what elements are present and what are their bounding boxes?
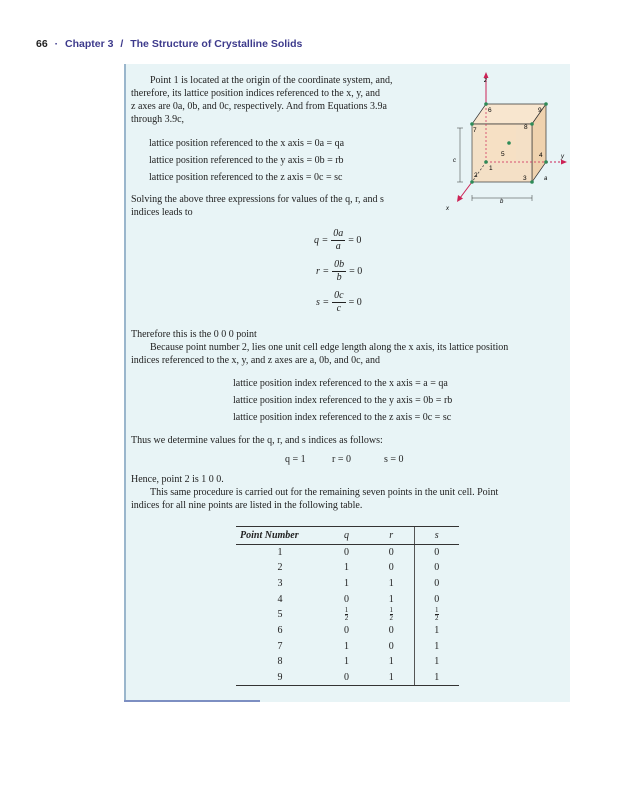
s-cell: 1 (414, 638, 459, 654)
intro-line-3: z axes are 0a, 0b, and 0c, respectively. And from Equations 3.9a (131, 101, 387, 112)
point-number-cell: 4 (277, 593, 283, 605)
point-number-cell: 8 (277, 656, 283, 668)
point-label-1: 1 (489, 165, 493, 172)
s-fraction (332, 290, 345, 315)
unit-cell-diagram (440, 70, 570, 220)
r-cell: 0 (388, 547, 394, 559)
r-cell: 0 (388, 640, 394, 652)
hence-line: Hence, point 2 is 1 0 0. (131, 474, 224, 485)
header-separator: / (120, 38, 124, 50)
q-cell: 0 (344, 625, 349, 637)
s-denominator: c (336, 303, 342, 314)
s-fraction-equation (316, 290, 362, 315)
table-header-row (236, 527, 459, 545)
same-line-1: This same procedure is carried out for the remaining seven points in the unit cell. Point (150, 487, 499, 498)
s-value: s = 0 (384, 454, 404, 465)
lattice-point-4 (544, 160, 548, 164)
lattice-point-7 (470, 122, 474, 126)
point-label-9: 9 (538, 107, 542, 114)
q-fraction (331, 228, 345, 253)
r-fraction-equation (316, 259, 362, 284)
s-cell: 0 (414, 591, 459, 607)
index-equation-y: lattice position index referenced to the y axis = 0b = rb (233, 395, 453, 406)
a-edge-label: a (544, 176, 548, 182)
s-cell: 1 (414, 623, 459, 639)
point-label-2: 2 (474, 172, 478, 179)
index-equation-z: lattice position index referenced to the z axis = 0c = sc (233, 412, 452, 423)
r-rhs: = 0 (349, 266, 363, 277)
lattice-point-9 (544, 102, 548, 106)
table-row (236, 670, 459, 686)
table-row (236, 576, 459, 592)
because-line-1: Because point number 2, lies one unit cell edge length along the x axis, its lattice position (150, 342, 509, 353)
lattice-point-3 (530, 180, 534, 184)
q-lhs: q = (314, 235, 329, 246)
r-value: r = 0 (332, 454, 351, 465)
r-cell: 0 (388, 625, 394, 637)
q-cell: 1 (344, 577, 349, 589)
x-axis-line (460, 182, 472, 198)
lattice-point-6 (484, 102, 488, 106)
r-numerator: 0b (334, 259, 345, 270)
r-denominator: b (336, 272, 342, 283)
s-cell: 0 (414, 576, 459, 592)
header-r: r (369, 527, 414, 545)
q-cell: 1 (344, 640, 349, 652)
r-lhs: r = (316, 266, 330, 277)
equation-x-position: lattice position referenced to the x axis = 0a = qa (149, 138, 345, 149)
s-cell: 1 (414, 654, 459, 670)
y-axis-label: y (561, 154, 564, 160)
q-rhs: = 0 (348, 235, 362, 246)
header-s: s (414, 527, 459, 545)
running-header (36, 38, 302, 50)
s-cell: 0 (414, 560, 459, 576)
equation-y-position: lattice position referenced to the y axis = 0b = rb (149, 155, 344, 166)
point-number-cell: 1 (277, 547, 283, 559)
point-number-cell: 2 (277, 562, 283, 574)
lattice-point-1 (484, 160, 488, 164)
solving-line-1: Solving the above three expressions for values of the q, r, and s (131, 194, 384, 205)
header-point-number: Point Number (236, 527, 324, 545)
r-cell: 1 (388, 577, 394, 589)
page-number: 66 (36, 38, 48, 50)
r-cell: 0 (388, 562, 394, 574)
r-cell: 1 (369, 670, 414, 686)
point-number-cell: 3 (277, 577, 283, 589)
thus-line: Thus we determine values for the q, r, and s indices as follows: (131, 435, 383, 446)
intro-line-1: Point 1 is located at the origin of the coordinate system, and, (150, 75, 393, 86)
s-lhs: s = (316, 297, 330, 308)
point-label-7: 7 (473, 127, 477, 134)
chapter-title: The Structure of Crystalline Solids (130, 38, 303, 50)
q-fraction-equation (314, 228, 361, 253)
s-rhs: = 0 (348, 297, 362, 308)
point-label-4: 4 (539, 152, 543, 159)
q-cell: 0 (324, 670, 369, 686)
equation-z-position: lattice position referenced to the z axis = 0c = sc (149, 172, 343, 183)
point-number-cell: 5 (277, 609, 283, 621)
s-cell: 1 (414, 670, 459, 686)
q-value: q = 1 (285, 454, 306, 465)
s-numerator: 0c (334, 290, 344, 301)
s-cell: 0 (414, 545, 459, 561)
table-row (236, 623, 459, 639)
point-number-cell: 6 (277, 625, 283, 637)
q-cell: 0 (344, 547, 349, 559)
header-bullet: · (54, 38, 59, 50)
intro-line-2: therefore, its lattice position indices referenced to the x, y, and (131, 88, 380, 99)
z-axis-label: z (484, 78, 487, 84)
point-indices-table (236, 526, 459, 686)
point-label-5: 5 (501, 151, 505, 158)
table-row (236, 591, 459, 607)
table-row (236, 560, 459, 576)
index-equation-x: lattice position index referenced to the x axis = a = qa (233, 378, 448, 389)
x-axis-label: x (446, 206, 449, 212)
solving-line-2: indices leads to (131, 207, 193, 218)
point-number-cell: 7 (277, 640, 283, 652)
r-cell: $\frac{1}{2}$ (389, 605, 393, 622)
lattice-point-2 (470, 180, 474, 184)
r-fraction (332, 259, 346, 284)
same-line-2: indices for all nine points are listed in the following table. (131, 500, 363, 511)
table-body (236, 545, 459, 686)
point-label-6: 6 (488, 107, 492, 114)
y-axis-arrowhead (561, 160, 567, 165)
point-label-8: 8 (524, 124, 528, 131)
x-axis-arrowhead (457, 195, 463, 202)
q-numerator: 0a (333, 228, 344, 239)
lattice-point-8 (530, 122, 534, 126)
q-cell: 1 (344, 562, 349, 574)
point-number-cell: 9 (236, 670, 324, 686)
point-label-3: 3 (523, 175, 527, 182)
q-cell: 1 (344, 656, 349, 668)
s-cell: $\frac{1}{2}$ (414, 607, 459, 623)
c-edge-label: c (453, 158, 456, 164)
q-cell: $\frac{1}{2}$ (344, 605, 349, 622)
because-line-2: indices referenced to the x, y, and z axes are a, 0b, and 0c, and (131, 355, 380, 366)
intro-line-4: through 3.9c, (131, 114, 185, 125)
r-cell: 1 (388, 656, 394, 668)
therefore-line: Therefore this is the 0 0 0 point (131, 329, 257, 340)
table-row (236, 654, 459, 670)
table-row (236, 638, 459, 654)
panel-bottom-rule (124, 700, 260, 702)
table-row (236, 607, 459, 623)
r-cell: 1 (388, 593, 394, 605)
lattice-point-5 (507, 141, 511, 145)
header-q: q (324, 527, 369, 545)
chapter-label: Chapter 3 (65, 38, 114, 50)
q-denominator: a (335, 241, 341, 252)
q-cell: 0 (344, 593, 349, 605)
b-edge-label: b (500, 199, 504, 205)
table-row (236, 545, 459, 561)
